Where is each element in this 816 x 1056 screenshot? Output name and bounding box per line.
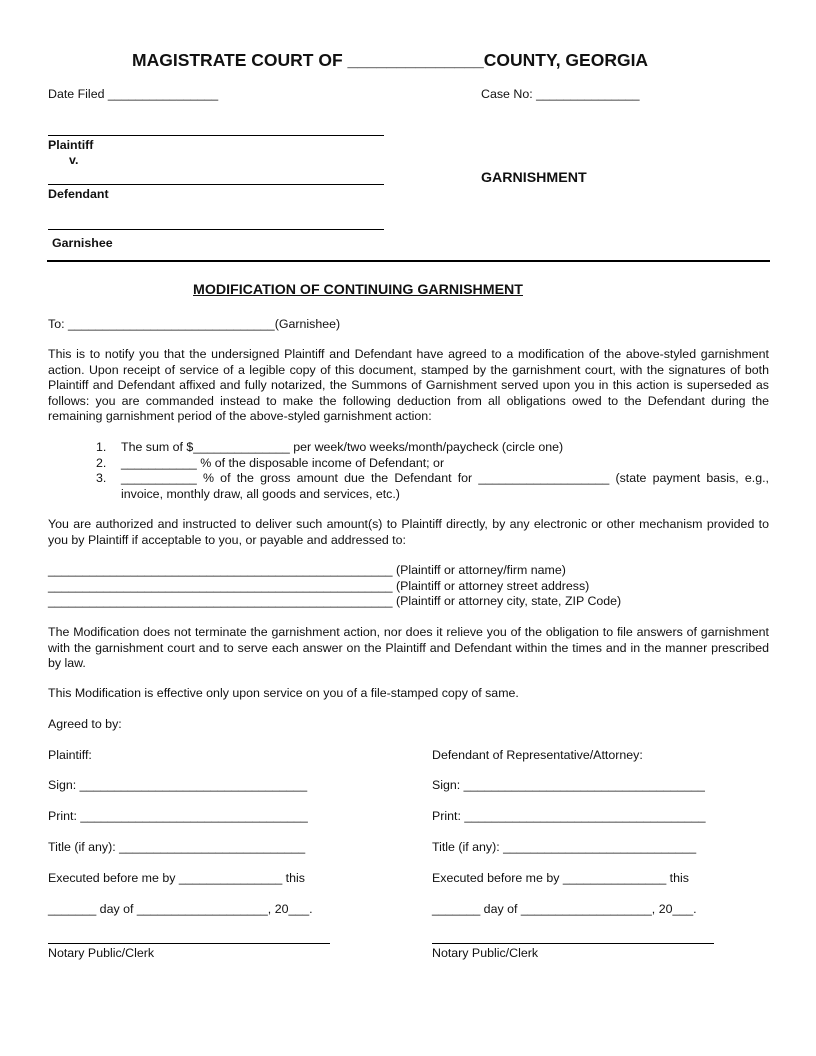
date-filed-field[interactable]: Date Filed ________________ [48, 87, 219, 101]
payee-name-line[interactable]: __________________________________________________ (Plaintiff or attorney/firm name) [48, 563, 566, 577]
case-number-field[interactable]: Case No: _______________ [481, 87, 640, 101]
plaintiff-sign-field[interactable]: Sign: _________________________________ [48, 778, 308, 792]
option-2-text[interactable]: ___________ % of the disposable income of Defendant; or [121, 456, 445, 470]
option-1-text[interactable]: The sum of $______________ per week/two weeks/month/paycheck (circle one) [121, 440, 564, 454]
defendant-name-line[interactable] [48, 184, 384, 185]
garnishee-name-line[interactable] [48, 229, 384, 230]
option-3-text[interactable]: ___________ % of the gross amount due the Defendant for ___________________ (state payment basis, e.g., invoice, monthly draw, all goods and services, etc.) [121, 471, 769, 501]
payee-city-line[interactable]: __________________________________________________ (Plaintiff or attorney city, state, ZIP Code) [48, 594, 622, 608]
plaintiff-notary-label: Notary Public/Clerk [48, 946, 155, 960]
defendant-block-heading: Defendant of Representative/Attorney: [432, 748, 643, 762]
versus-label: v. [69, 153, 79, 167]
plaintiff-title-field[interactable]: Title (if any): ___________________________ [48, 840, 306, 854]
defendant-label: Defendant [48, 187, 109, 201]
option-2-number: 2. [96, 456, 107, 470]
garnishee-label: Garnishee [52, 236, 113, 250]
defendant-print-field[interactable]: Print: ___________________________________ [432, 809, 706, 823]
defendant-title-field[interactable]: Title (if any): ____________________________ [432, 840, 697, 854]
defendant-day-field[interactable]: _______ day of ___________________, 20___. [432, 902, 697, 916]
defendant-executed-field[interactable]: Executed before me by _______________ this [432, 871, 689, 885]
header-divider [47, 260, 770, 262]
court-title: MAGISTRATE COURT OF ______________COUNTY, GEORGIA [132, 50, 649, 70]
option-3-number: 3. [96, 471, 107, 485]
plaintiff-day-field[interactable]: _______ day of ___________________, 20___. [48, 902, 313, 916]
payee-street-line[interactable]: __________________________________________________ (Plaintiff or attorney street address) [48, 579, 590, 593]
authorization-paragraph: You are authorized and instructed to deliver such amount(s) to Plaintiff directly, by any electronic or other mechanism provided to you by Plaintiff if acceptable to you, or payable and addressed to: [48, 517, 769, 547]
garnishee-to-field[interactable]: To: ______________________________(Garnishee) [48, 317, 341, 331]
plaintiff-notary-signature-line[interactable] [48, 943, 330, 944]
document-title: MODIFICATION OF CONTINUING GARNISHMENT [193, 282, 523, 298]
intro-paragraph: This is to notify you that the undersigned Plaintiff and Defendant have agreed to a modification of the above-styled garnishment action. Upon receipt of service of a legible copy of this document, stamped by the garnishment court, with the signatures of both Plaintiff and Defendant affixed and fully notarized, the Summons of Garnishment served upon you in this action is superseded as follows: you are commanded instead to make the following deduction from all obligations owed to the Defendant during the remaining garnishment period of the above-styled garnishment action: [48, 347, 769, 424]
plaintiff-executed-field[interactable]: Executed before me by _______________ this [48, 871, 305, 885]
defendant-sign-field[interactable]: Sign: ___________________________________ [432, 778, 705, 792]
defendant-notary-signature-line[interactable] [432, 943, 714, 944]
plaintiff-print-field[interactable]: Print: _________________________________ [48, 809, 308, 823]
plaintiff-block-heading: Plaintiff: [48, 748, 92, 762]
plaintiff-label: Plaintiff [48, 138, 94, 152]
garnishment-label: GARNISHMENT [481, 170, 587, 186]
defendant-notary-label: Notary Public/Clerk [432, 946, 539, 960]
effective-statement: This Modification is effective only upon service on you of a file-stamped copy of same. [48, 686, 519, 700]
agreed-label: Agreed to by: [48, 717, 122, 731]
modification-paragraph: The Modification does not terminate the garnishment action, nor does it relieve you of the obligation to file answers of garnishment with the garnishment court and to serve each answer on the Plaintiff and Defendant within the times and in the manner prescribed by law. [48, 625, 769, 671]
plaintiff-name-line[interactable] [48, 135, 384, 136]
option-1-number: 1. [96, 440, 107, 454]
